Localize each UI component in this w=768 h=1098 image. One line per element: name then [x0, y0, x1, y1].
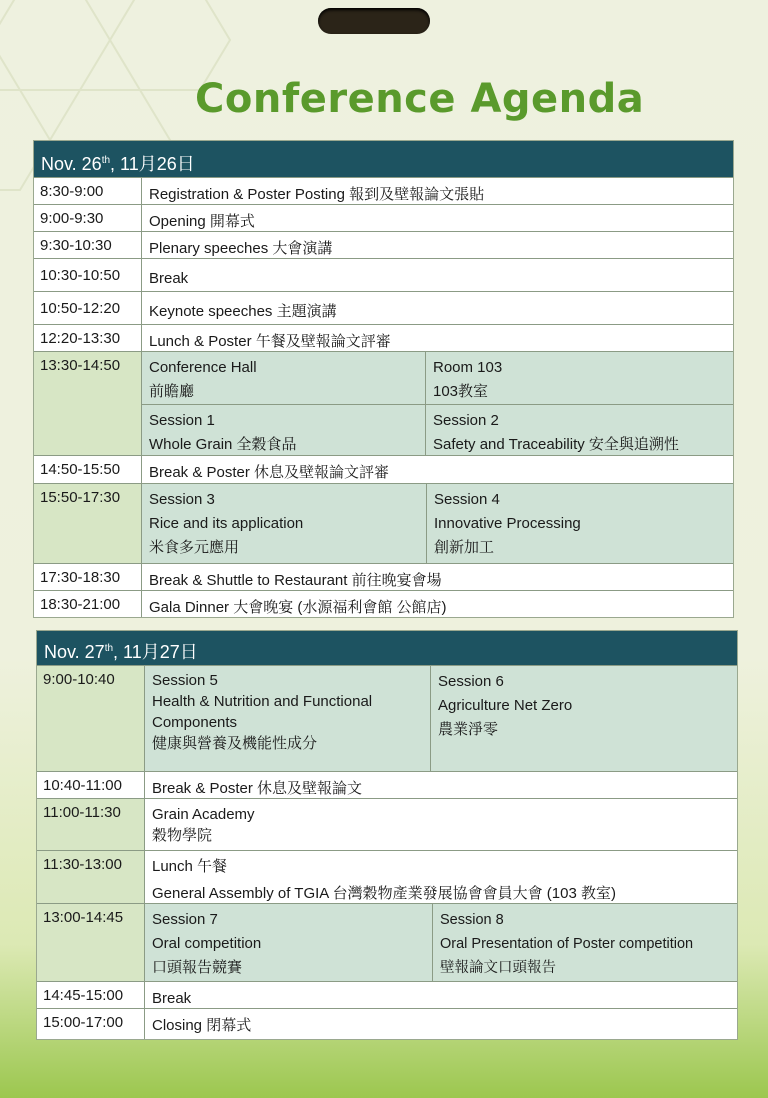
row-time: 14:45-15:00 [37, 982, 145, 1008]
agenda-row [37, 850, 737, 903]
row-time: 13:30-14:50 [34, 352, 142, 455]
row-text: Grain Academy 穀物學院 [152, 806, 255, 844]
agenda-row [37, 903, 737, 981]
agenda-row [34, 563, 733, 590]
row-time: 17:30-18:30 [34, 564, 142, 590]
row-time: 9:00-10:40 [37, 666, 145, 771]
session-1-cell: Session 1 Whole Grain 全穀食品 [142, 404, 425, 456]
day2-table [36, 630, 738, 1040]
lanyard-slot [318, 8, 430, 34]
agenda-row [34, 455, 733, 483]
row-time: 10:40-11:00 [37, 772, 145, 798]
hall-cell: Conference Hall 前瞻廳 [142, 352, 425, 404]
day1-heading: Nov. 26th, 11月26日 [34, 141, 733, 177]
row-time: 9:30-10:30 [34, 232, 142, 258]
row-text: Lunch 午餐 General Assembly of TGIA 台灣穀物產業發展協會會員大會 (103 教室) [152, 858, 616, 902]
page-title: Conference Agenda [195, 76, 645, 122]
row-text: Plenary speeches 大會演講 [149, 240, 333, 257]
row-time: 18:30-21:00 [34, 591, 142, 617]
row-time: 8:30-9:00 [34, 178, 142, 204]
row-time: 11:00-11:30 [37, 799, 145, 850]
session-2-cell: Session 2 Safety and Traceability 安全與追溯性 [425, 404, 733, 456]
room-cell: Room 103 103教室 [425, 352, 733, 404]
agenda-row [34, 258, 733, 291]
agenda-row [37, 798, 737, 850]
row-time: 14:50-15:50 [34, 456, 142, 483]
row-text: Gala Dinner 大會晚宴 (水源福利會館 公館店) [149, 599, 447, 616]
agenda-row [34, 177, 733, 204]
row-text: Opening 開幕式 [149, 213, 255, 230]
session-7-cell: Session 7 Oral competition 口頭報告競賽 [145, 904, 432, 982]
agenda-row [37, 771, 737, 798]
agenda-row [37, 1008, 737, 1039]
row-text: Break & Shuttle to Restaurant 前往晚宴會場 [149, 572, 442, 589]
day2-heading: Nov. 27th, 11月27日 [37, 631, 737, 665]
row-text: Break & Poster 休息及壁報論文 [152, 780, 363, 797]
row-time: 10:50-12:20 [34, 292, 142, 324]
agenda-row [37, 981, 737, 1008]
row-time: 13:00-14:45 [37, 904, 145, 981]
agenda-row [37, 665, 737, 771]
row-text: Break & Poster 休息及壁報論文評審 [149, 464, 390, 481]
agenda-row [34, 291, 733, 324]
day1-table [33, 140, 734, 618]
row-time: 10:30-10:50 [34, 259, 142, 291]
session-6-cell: Session 6 Agriculture Net Zero 農業淨零 [430, 666, 737, 772]
row-time: 15:00-17:00 [37, 1009, 145, 1039]
session-5-cell: Session 5 Health & Nutrition and Functional Components 健康與營養及機能性成分 [145, 666, 430, 772]
agenda-row [34, 351, 733, 455]
row-time: 9:00-9:30 [34, 205, 142, 231]
row-time: 15:50-17:30 [34, 484, 142, 563]
row-text: Lunch & Poster 午餐及壁報論文評審 [149, 333, 391, 350]
row-text: Closing 閉幕式 [152, 1017, 252, 1034]
row-time: 12:20-13:30 [34, 325, 142, 351]
agenda-row [34, 204, 733, 231]
agenda-row [34, 231, 733, 258]
agenda-row [34, 590, 733, 617]
agenda-row [34, 483, 733, 563]
row-text: Break [152, 990, 192, 1007]
session-4-cell: Session 4 Innovative Processing 創新加工 [426, 484, 733, 564]
row-time: 11:30-13:00 [37, 851, 145, 903]
agenda-row [34, 324, 733, 351]
row-text: Registration & Poster Posting 報到及壁報論文張貼 [149, 186, 485, 203]
session-8-cell: Session 8 Oral Presentation of Poster competition 壁報論文口頭報告 [432, 904, 737, 982]
session-3-cell: Session 3 Rice and its application 米食多元應用 [142, 484, 426, 564]
row-text: Keynote speeches 主題演講 [149, 303, 337, 320]
row-text: Break [149, 270, 189, 287]
